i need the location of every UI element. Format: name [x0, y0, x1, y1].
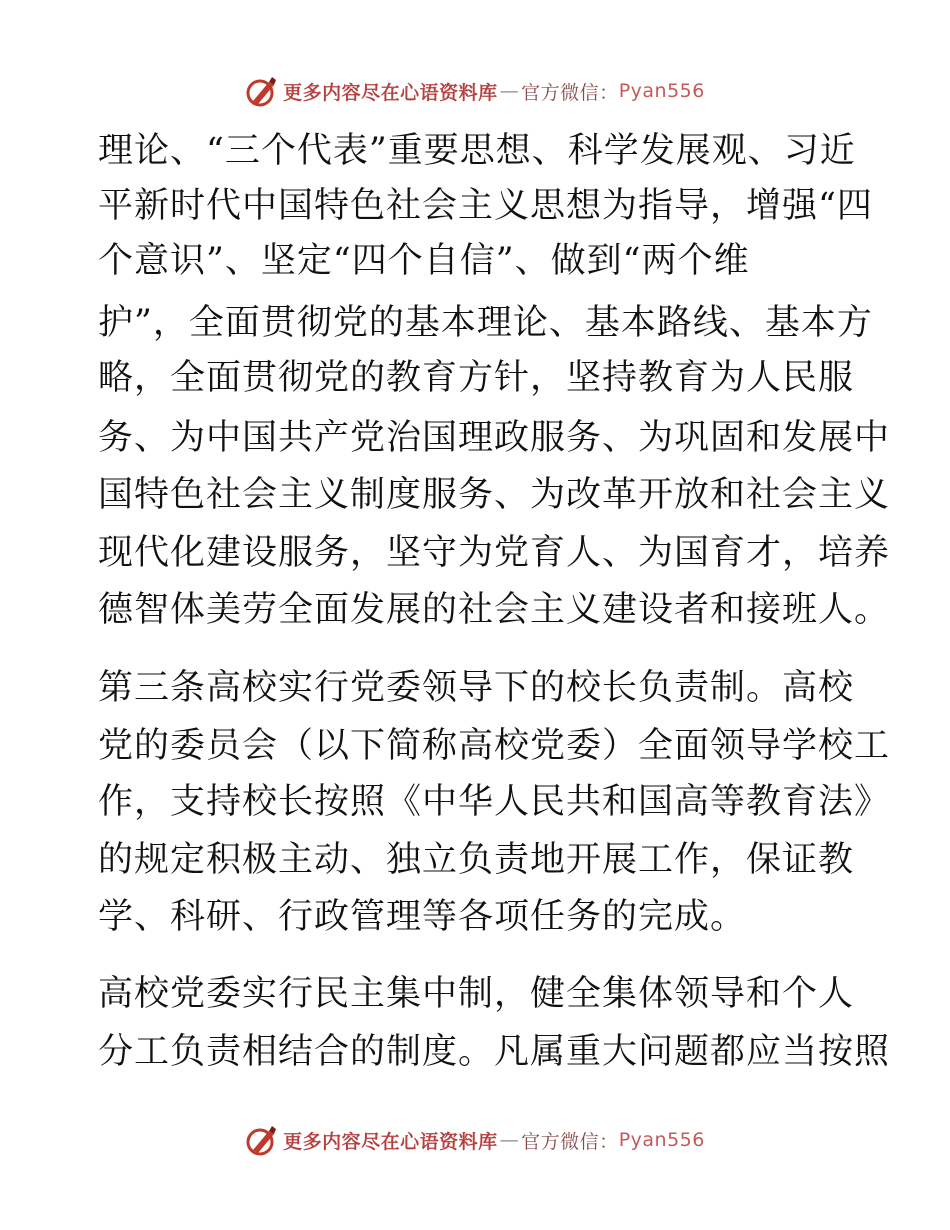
text-line: 分工负责相结合的制度。凡属重大问题都应当按照: [98, 1032, 891, 1072]
text-line: 第三条高校实行党委领导下的校长负责制。高校: [98, 668, 855, 708]
banner-label: 官方微信：: [521, 1130, 619, 1153]
text-line: 作，支持校长按照《中华人民共和国高等教育法》: [98, 782, 891, 822]
pen-logo-icon: [245, 1123, 279, 1157]
pen-logo-icon: [245, 74, 279, 108]
banner-separator: —: [499, 1129, 520, 1151]
banner-handle: Pyan556: [618, 1129, 705, 1151]
text-line: 个意识”、坚定“四个自信”、做到“两个维: [98, 241, 750, 281]
banner-separator: —: [499, 80, 520, 102]
text-line: 现代化建设服务，坚守为党育人、为国育才，培养: [98, 533, 891, 573]
header-watermark-banner: [0, 71, 950, 111]
text-line: 党的委员会（以下简称高校党委）全面领导学校工: [98, 726, 891, 766]
text-line: 护”，全面贯彻党的基本理论、基本路线、基本方: [98, 303, 873, 343]
footer-watermark-banner: [0, 1120, 950, 1160]
text-line: 略，全面贯彻党的教育方针，坚持教育为人民服: [98, 358, 855, 398]
text-line: 德智体美劳全面发展的社会主义建设者和接班人。: [98, 590, 891, 630]
banner-label: 官方微信：: [521, 81, 619, 104]
text-line: 学、科研、行政管理等各项任务的完成。: [98, 897, 747, 937]
banner-main-text: 更多内容尽在心语资料库: [283, 1130, 498, 1153]
banner-handle: Pyan556: [618, 80, 705, 102]
text-line: 的规定积极主动、独立负责地开展工作，保证教: [98, 840, 855, 880]
text-line: 务、为中国共产党治国理政服务、为巩固和发展中: [98, 418, 891, 458]
text-line: 国特色社会主义制度服务、为改革开放和社会主义: [98, 475, 891, 515]
text-line: 平新时代中国特色社会主义思想为指导，增强“四: [98, 186, 873, 226]
text-line: 高校党委实行民主集中制，健全集体领导和个人: [98, 974, 855, 1014]
text-line: 理论、“三个代表”重要思想、科学发展观、习近: [98, 131, 856, 171]
banner-main-text: 更多内容尽在心语资料库: [283, 81, 498, 104]
